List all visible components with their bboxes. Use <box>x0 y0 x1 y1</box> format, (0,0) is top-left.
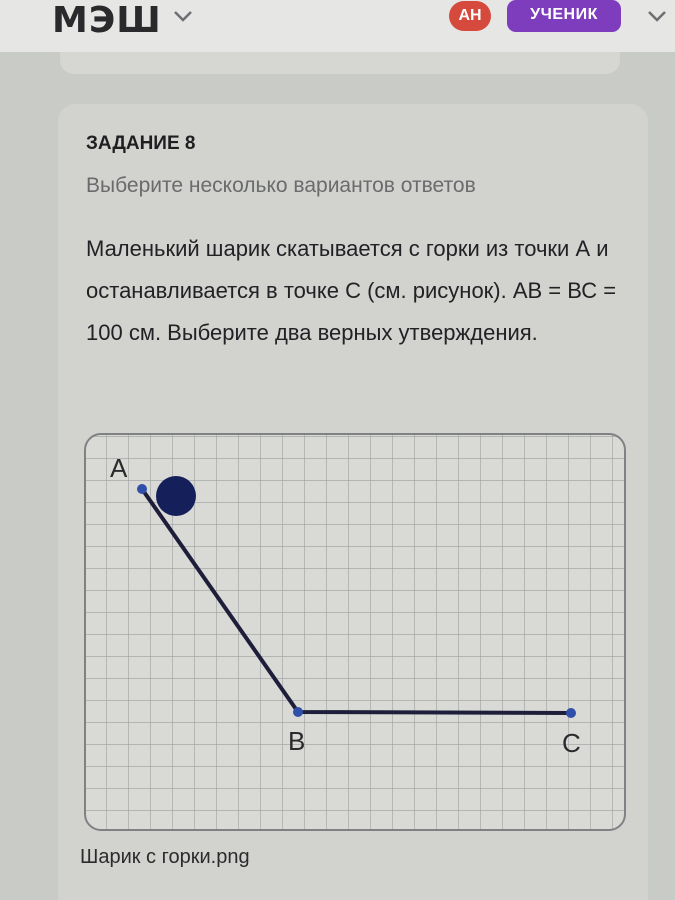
label-c: C <box>562 728 581 758</box>
question-text: Маленький шарик скатывается с горки из точки А и останавливается в точке С (см. рисунок). АВ = ВС = 100 см. Выберите два верных утверждения. <box>86 236 617 345</box>
top-bar <box>0 0 675 52</box>
figure-caption[interactable]: Шарик с горки.png <box>80 846 250 868</box>
label-a: A <box>110 453 128 483</box>
task-figure <box>80 432 630 834</box>
ball <box>156 476 196 516</box>
chevron-down-icon[interactable] <box>170 8 196 24</box>
role-badge[interactable]: УЧЕНИК <box>507 0 621 32</box>
label-b: B <box>288 726 306 756</box>
point-b <box>293 707 303 717</box>
avatar[interactable]: АН <box>449 1 491 31</box>
point-c <box>566 708 576 718</box>
point-a <box>137 484 147 494</box>
task-title: ЗАДАНИЕ 8 <box>86 133 196 154</box>
brand-logo[interactable]: МЭШ <box>52 0 162 41</box>
answer-instruction: Выберите несколько вариантов ответов <box>86 174 476 197</box>
previous-card-edge <box>60 52 620 74</box>
chevron-down-icon[interactable] <box>645 8 669 24</box>
